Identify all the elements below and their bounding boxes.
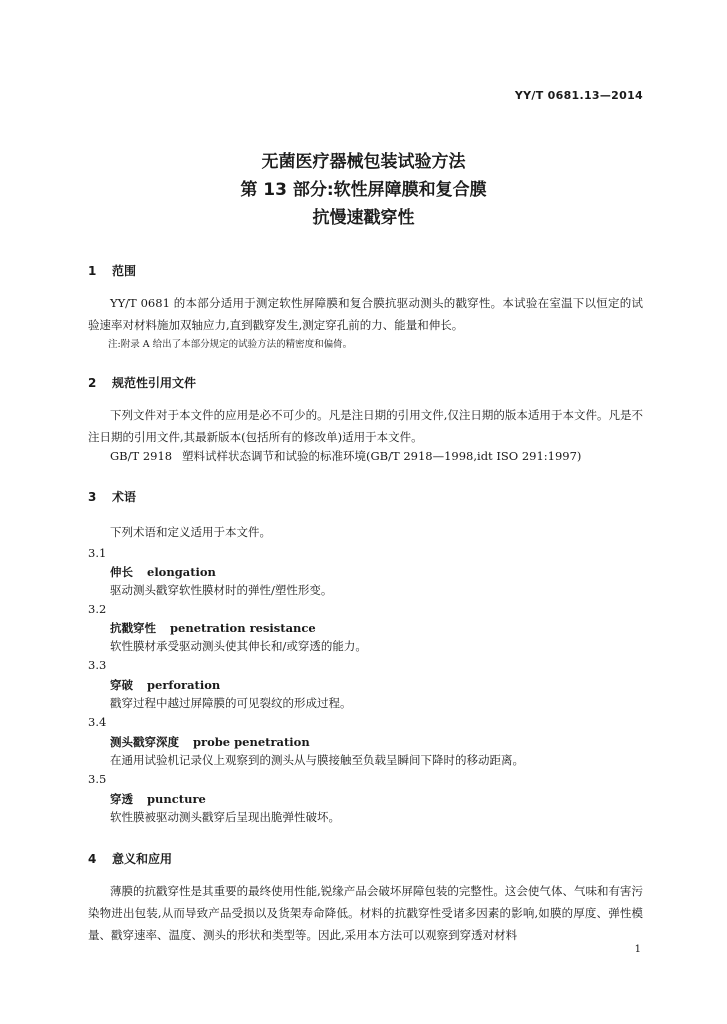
- section-4-paragraph: [88, 880, 643, 946]
- term-number: 3.2: [88, 602, 107, 616]
- standard-number: YY/T 0681.13—2014: [514, 89, 643, 102]
- term-definition: 戳穿过程中越过屏障膜的可见裂纹的形成过程。: [110, 696, 352, 710]
- term-heading: [110, 564, 216, 580]
- section-4-heading: [88, 850, 172, 867]
- section-1-paragraph: [88, 292, 643, 336]
- normative-reference: [110, 448, 581, 464]
- term-en: perforation: [147, 678, 221, 692]
- term-en: probe penetration: [193, 735, 310, 749]
- term-number: 3.4: [88, 715, 107, 729]
- term-heading: [110, 734, 310, 750]
- section-number: 2: [88, 376, 97, 390]
- paragraph-line: 膜的厚度、弹性模量、戳穿速率、温度、测头的形状和类型等。因此,采用本方法可以观察到穿透对材料: [88, 906, 644, 942]
- section-number: 1: [88, 264, 97, 278]
- term-zh: 测头戳穿深度: [110, 735, 179, 749]
- section-title: 术语: [112, 490, 137, 504]
- paragraph-line: 薄膜的抗戳穿性是其重要的最终使用性能,锐缘产品会破坏屏障包装的完整性。这会使气体、气味: [110, 884, 597, 898]
- section-1-heading: [88, 262, 136, 279]
- paragraph-line: 件。凡是不注日期的引用文件,其最新版本(包括所有的修改单)适用于本文件。: [88, 408, 643, 444]
- section-2-heading: [88, 374, 196, 391]
- term-number: 3.1: [88, 546, 107, 560]
- term-en: elongation: [147, 565, 216, 579]
- term-number: 3.5: [88, 772, 107, 786]
- section-1-note: 注:附录 A 给出了本部分规定的试验方法的精密度和偏倚。: [108, 339, 353, 350]
- reference-code: GB/T 2918: [110, 449, 173, 463]
- title-line-3: 抗慢速戳穿性: [312, 208, 415, 228]
- term-heading: [110, 677, 220, 693]
- section-number: 3: [88, 490, 97, 504]
- paragraph-line: 下列文件对于本文件的应用是必不可少的。凡是注日期的引用文件,仅注日期的版本适用于本文: [110, 408, 586, 422]
- section-3-intro: 下列术语和定义适用于本文件。: [110, 525, 271, 539]
- paragraph-line: 和有害污染物进出包装,从而导致产品受损以及货架寿命降低。材料的抗戳穿性受诸多因素的影响,如: [88, 884, 644, 920]
- title-line-1: 无菌医疗器械包装试验方法: [261, 152, 466, 172]
- section-2-paragraph: [88, 404, 643, 448]
- page-number: 1: [634, 944, 641, 955]
- term-definition: 软性膜材承受驱动测头使其伸长和/或穿透的能力。: [110, 639, 367, 653]
- paragraph-line: 恒定的试验速率对材料施加双轴应力,直到戳穿发生,测定穿孔前的力、能量和伸长。: [88, 296, 643, 332]
- section-title: 意义和应用: [112, 852, 173, 866]
- term-en: penetration resistance: [170, 621, 316, 635]
- term-en: puncture: [147, 792, 206, 806]
- term-heading: [110, 620, 316, 636]
- term-definition: 在通用试验机记录仪上观察到的测头从与膜接触至负载呈瞬间下降时的移动距离。: [110, 753, 524, 767]
- section-3-heading: [88, 488, 136, 505]
- paragraph-line: YY/T 0681 的本部分适用于测定软性屏障膜和复合膜抗驱动测头的戳穿性。本试验在室温下以: [110, 296, 597, 310]
- term-number: 3.3: [88, 658, 107, 672]
- title-line-2: 第 13 部分:软性屏障膜和复合膜: [240, 180, 487, 200]
- term-zh: 伸长: [110, 565, 133, 579]
- term-zh: 穿透: [110, 792, 133, 806]
- reference-title: 塑料试样状态调节和试验的标准环境(GB/T 2918—1998,idt ISO 291:1997): [182, 449, 582, 463]
- section-title: 规范性引用文件: [112, 376, 197, 390]
- section-title: 范围: [112, 264, 137, 278]
- term-heading: [110, 791, 206, 807]
- term-zh: 穿破: [110, 678, 133, 692]
- section-number: 4: [88, 852, 97, 866]
- term-zh: 抗戳穿性: [110, 621, 156, 635]
- term-definition: 驱动测头戳穿软性膜材时的弹性/塑性形变。: [110, 583, 333, 597]
- term-definition: 软性膜被驱动测头戳穿后呈现出脆弹性破坏。: [110, 810, 340, 824]
